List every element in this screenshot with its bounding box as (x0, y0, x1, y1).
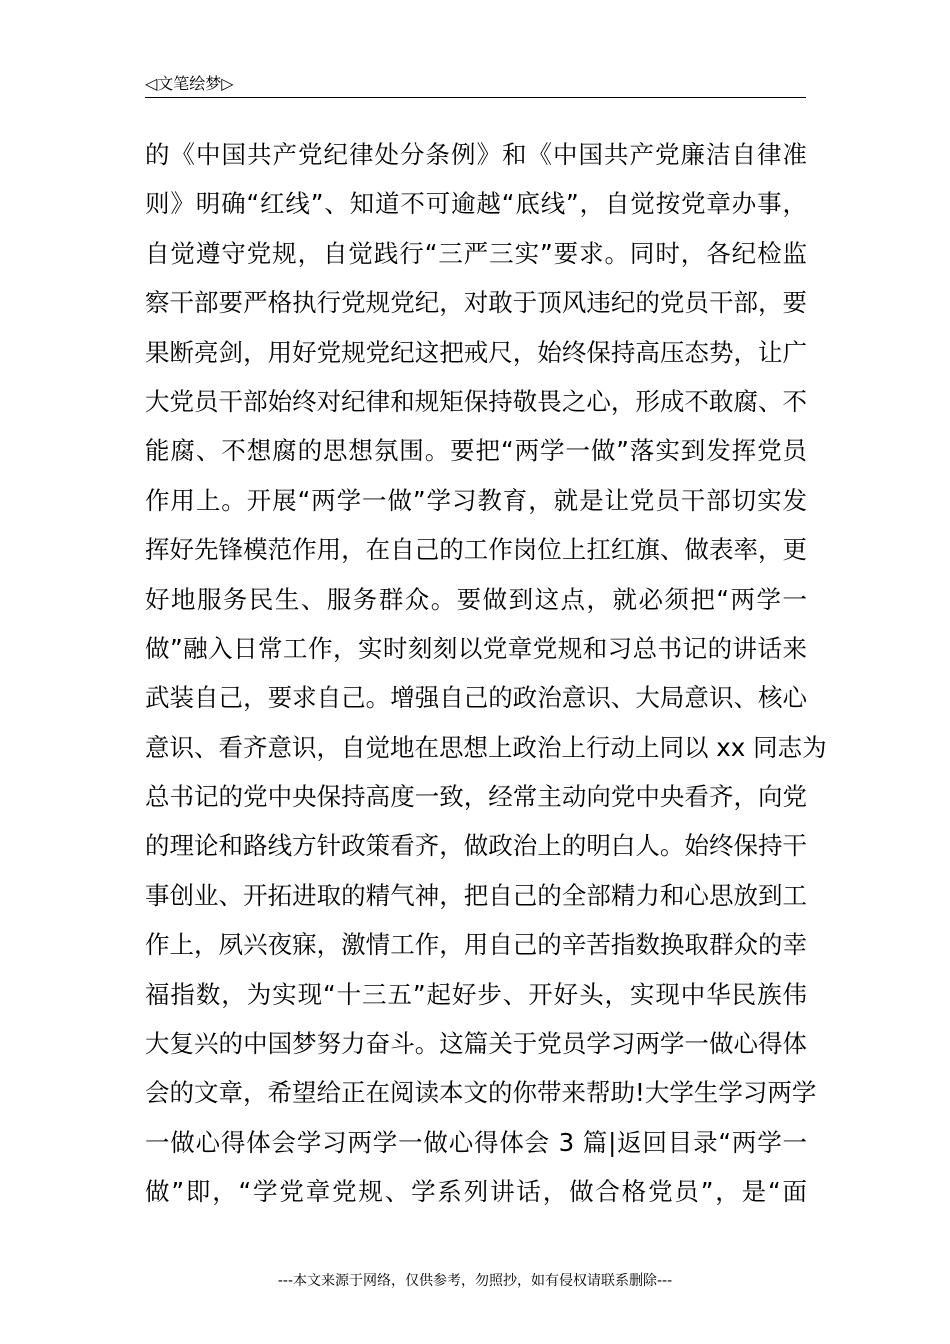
page-header-title: ◁文笔绘梦▷ (145, 74, 234, 93)
body-line: 挥好先锋模范作用，在自己的工作岗位上扛红旗、做表率，更 (145, 535, 807, 565)
body-line: 自觉遵守党规，自觉践行“三严三实”要求。同时，各纪检监 (145, 238, 807, 268)
header-divider (145, 97, 806, 98)
body-line: 意识、看齐意识，自觉地在思想上政治上行动上同以 xx 同志为 (145, 732, 827, 762)
body-line: 做”融入日常工作，实时刻刻以党章党规和习总书记的讲话来 (145, 633, 807, 663)
body-line: 的理论和路线方针政策看齐，做政治上的明白人。始终保持干 (145, 831, 807, 861)
body-line: 果断亮剑，用好党规党纪这把戒尺，始终保持高压态势，让广 (145, 337, 807, 367)
body-line: 作上，夙兴夜寐，激情工作，用自己的辛苦指数换取群众的幸 (145, 930, 807, 960)
page-footer-disclaimer: ---本文来源于网络，仅供参考，勿照抄，如有侵权请联系删除--- (277, 1273, 673, 1289)
document-body (145, 130, 827, 1217)
body-line: 福指数，为实现“十三五”起好步、开好头，实现中华民族伟 (145, 979, 807, 1009)
body-line: 总书记的党中央保持高度一致，经常主动向党中央看齐，向党 (145, 782, 807, 812)
body-line: 能腐、不想腐的思想氛围。要把“两学一做”落实到发挥党员 (145, 436, 807, 466)
body-line: 会的文章，希望给正在阅读本文的你带来帮助!大学生学习两学 (145, 1078, 817, 1108)
body-line: 做”即，“学党章党规、学系列讲话，做合格党员”，是“面 (145, 1177, 807, 1207)
body-line: 好地服务民生、服务群众。要做到这点，就必须把“两学一 (145, 584, 807, 614)
body-line: 一做心得体会学习两学一做心得体会 3 篇|返回目录“两学一 (145, 1127, 807, 1157)
body-line: 则》明确“红线”、知道不可逾越“底线”，自觉按党章办事， (145, 189, 807, 219)
body-line: 事创业、开拓进取的精气神，把自己的全部精力和心思放到工 (145, 880, 807, 910)
body-line: 察干部要严格执行党规党纪，对敢于顶风违纪的党员干部，要 (145, 288, 807, 318)
body-line: 大党员干部始终对纪律和规矩保持敬畏之心，形成不敢腐、不 (145, 386, 807, 416)
body-line: 武装自己，要求自己。增强自己的政治意识、大局意识、核心 (145, 683, 807, 713)
body-line: 的《中国共产党纪律处分条例》和《中国共产党廉洁自律准 (145, 140, 807, 169)
body-line: 大复兴的中国梦努力奋斗。这篇关于党员学习两学一做心得体 (145, 1029, 807, 1059)
body-line: 作用上。开展“两学一做”学习教育，就是让党员干部切实发 (145, 485, 807, 515)
